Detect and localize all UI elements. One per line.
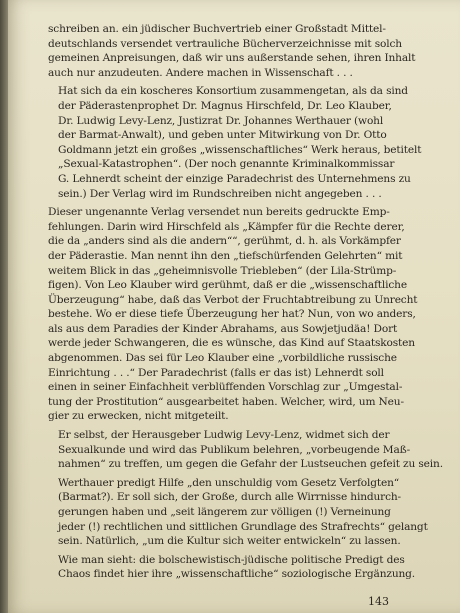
text-line: abgenommen. Das sei für Leo Klauber eine „vorbildliche russische xyxy=(48,352,397,365)
text-line: bestehe. Wo er diese tiefe Überzeugung her hat? Nun, von wo anders, xyxy=(48,308,416,321)
text-line: „Sexual-Katastrophen“. (Der noch genannte Kriminalkommissar xyxy=(58,158,395,171)
paragraph xyxy=(48,84,453,201)
book-page xyxy=(8,0,460,613)
text-line: nahmen“ zu treffen, um gegen die Gefahr der Lustseuchen gefeit zu sein. xyxy=(58,458,443,471)
text-line: Chaos findet hier ihre „wissenschaftliche“ soziologische Ergänzung. xyxy=(58,568,416,581)
text-line: figen). Von Leo Klauber wird gerühmt, daß er die „wissenschaftliche xyxy=(48,279,407,292)
paragraph xyxy=(48,22,453,80)
text-line: Wie man sieht: die bolschewistisch-jüdische politische Predigt des xyxy=(58,553,405,566)
text-line: die da „anders sind als die andern““, gerühmt, d. h. als Vorkämpfer xyxy=(48,235,401,248)
paragraph xyxy=(48,553,453,582)
text-line: als aus dem Paradies der Kinder Abrahams, aus Sowjetjudäa! Dort xyxy=(48,322,398,335)
text-line: jeder (!) rechtlichen und sittlichen Grundlage des Strafrechts“ gelangt xyxy=(58,520,428,533)
text-line: gier zu erwecken, nicht mitgeteilt. xyxy=(48,410,229,423)
text-line: schreiben an. ein jüdischer Buchvertrieb einer Großstadt Mittel- xyxy=(48,23,386,35)
text-line: fehlungen. Darin wird Hirschfeld als „Kämpfer für die Rechte derer, xyxy=(48,220,405,233)
text-line: (Barmat?). Er soll sich, der Große, durch alle Wirrnisse hindurch- xyxy=(58,491,401,504)
paragraph xyxy=(48,205,453,424)
text-line: deutschlands versendet vertrauliche Bücherverzeichnisse mit solch xyxy=(48,37,402,50)
text-line: einen in seiner Einfachheit verblüffenden Vorschlag zur „Umgestal- xyxy=(48,381,403,394)
text-line: tung der Prostitution“ ausgearbeitet haben. Welcher, wird, um Neu- xyxy=(48,395,404,408)
text-line: gerungen haben und „seit längerem zur völligen (!) Verneinung xyxy=(58,506,391,518)
text-line: werde jeder Schwangeren, die es wünsche, das Kind auf Staatskosten xyxy=(48,337,415,350)
paragraph xyxy=(48,476,453,549)
page-body-text xyxy=(48,22,453,586)
text-line: Goldmann jetzt ein großes „wissenschaftliches“ Werk heraus, betitelt xyxy=(58,143,422,156)
text-line: Er selbst, der Herausgeber Ludwig Levy-Lenz, widmet sich der xyxy=(58,429,390,442)
text-line: der Päderastenprophet Dr. Magnus Hirschfeld, Dr. Leo Klauber, xyxy=(58,99,392,112)
text-line: Einrichtung . . .“ Der Paradechrist (falls er das ist) Lehnerdt soll xyxy=(48,366,384,379)
text-line: Überzeugung“ habe, daß das Verbot der Fruchtabtreibung zu Unrecht xyxy=(48,293,418,306)
book-spine-shadow xyxy=(0,0,8,613)
text-line: Hat sich da ein koscheres Konsortium zusammengetan, als da sind xyxy=(58,85,408,98)
text-line: sein. Natürlich, „um die Kultur sich weiter entwickeln“ zu lassen. xyxy=(58,535,401,548)
text-line: sein.) Der Verlag wird im Rundschreiben nicht angegeben . . . xyxy=(58,187,382,200)
text-line: Dr. Ludwig Levy-Lenz, Justizrat Dr. Johannes Werthauer (wohl xyxy=(58,114,384,127)
page-number: 143 xyxy=(368,595,389,608)
text-line: Dieser ungenannte Verlag versendet nun bereits gedruckte Emp- xyxy=(48,206,390,219)
text-line: G. Lehnerdt scheint der einzige Paradechrist des Unternehmens zu xyxy=(58,172,411,185)
text-line: der Päderastie. Man nennt ihn den „tiefschürfenden Gelehrten“ mit xyxy=(48,249,403,262)
text-line: weitem Blick in das „geheimnisvolle Triebleben“ (der Lila-Strümp- xyxy=(48,264,397,277)
text-line: auch nur anzudeuten. Andere machen in Wissenschaft . . . xyxy=(48,66,353,79)
paragraph xyxy=(48,428,453,472)
text-line: der Barmat-Anwalt), und geben unter Mitwirkung von Dr. Otto xyxy=(58,129,387,142)
text-line: Werthauer predigt Hilfe „den unschuldig vom Gesetz Verfolgten“ xyxy=(58,476,400,489)
text-line: gemeinen Anpreisungen, daß wir uns außerstande sehen, ihren Inhalt xyxy=(48,52,416,65)
text-line: Sexualkunde und wird das Publikum belehren, „vorbeugende Maß- xyxy=(58,443,411,456)
